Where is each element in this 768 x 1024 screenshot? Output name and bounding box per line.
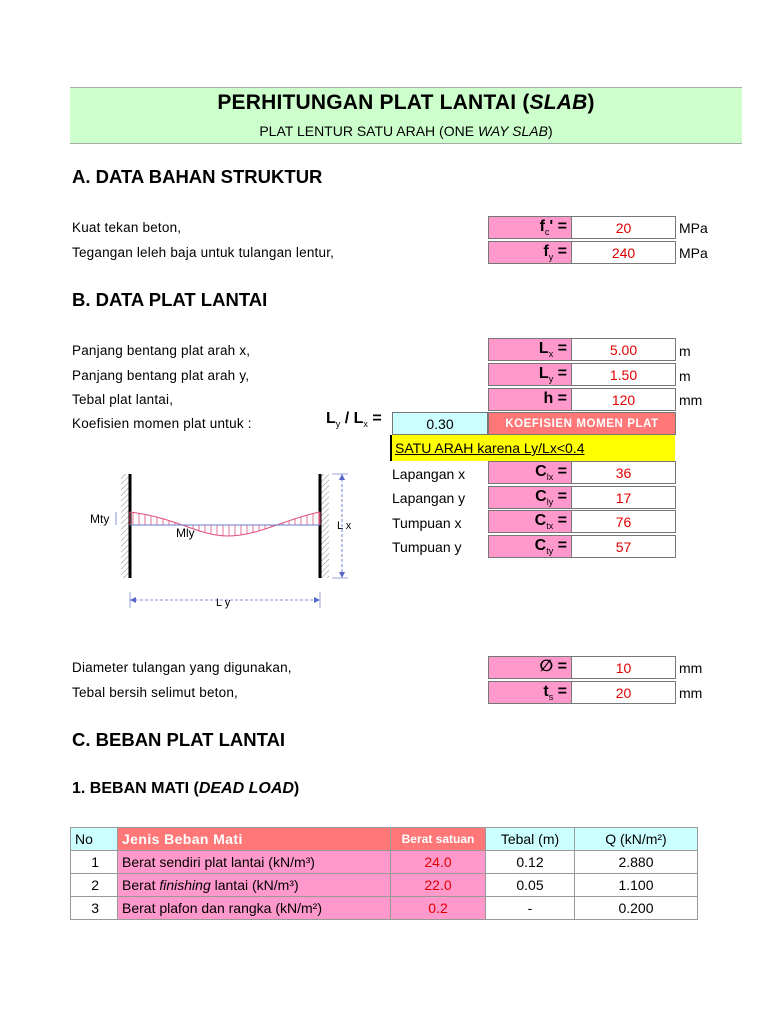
lx-unit: m xyxy=(679,343,691,359)
dead-load-table xyxy=(70,827,698,920)
col-no: No xyxy=(71,828,118,851)
lx-value[interactable]: 5.00 xyxy=(572,338,676,361)
cly-symbol: $C_{ly}$ = xyxy=(488,486,572,509)
right-support-hatch xyxy=(321,474,329,578)
clx-symbol: $C_{lx}$ = xyxy=(488,461,572,484)
ly-symbol: $L_y$ = xyxy=(488,363,572,386)
row-q: 1.100 xyxy=(575,874,698,897)
row-tebal: 0.12 xyxy=(486,851,575,874)
clx-value[interactable]: 36 xyxy=(572,461,676,484)
lx-label: Panjang bentang plat arah x, xyxy=(72,343,251,358)
row-no: 2 xyxy=(71,874,118,897)
fy-label: Tegangan leleh baja untuk tulangan lentur, xyxy=(72,245,335,260)
row-berat[interactable]: 22.0 xyxy=(391,874,486,897)
cover-symbol: $t_s$ = xyxy=(488,681,572,704)
cover-value[interactable]: 20 xyxy=(572,681,676,704)
row-q: 2.880 xyxy=(575,851,698,874)
ratio-symbol: $L_y / L_x$ = xyxy=(326,410,382,430)
col-berat: Berat satuan xyxy=(391,828,486,851)
clx-label: Lapangan x xyxy=(392,466,466,482)
fc-value[interactable]: 20 xyxy=(572,216,676,239)
ctx-label: Tumpuan x xyxy=(392,515,462,531)
satu-arah-note: SATU ARAH karena Ly/Lx<0.4 xyxy=(390,435,675,461)
section-a-title: A. DATA BAHAN STRUKTUR xyxy=(72,166,323,187)
ly-unit: m xyxy=(679,368,691,384)
koef-header: KOEFISIEN MOMEN PLAT xyxy=(488,412,676,435)
lx-dim-label: L x xyxy=(337,520,352,532)
diameter-value[interactable]: 10 xyxy=(572,656,676,679)
row-tebal: 0.05 xyxy=(486,874,575,897)
row-jenis[interactable]: Berat finishing lantai (kN/m³) xyxy=(118,874,391,897)
row-no: 1 xyxy=(71,851,118,874)
page-title: PERHITUNGAN PLAT LANTAI (SLAB) xyxy=(217,91,595,114)
section-b-title: B. DATA PLAT LANTAI xyxy=(72,289,268,310)
ly-dim-label: L y xyxy=(216,597,231,609)
row-berat[interactable]: 0.2 xyxy=(391,897,486,920)
page-subtitle: PLAT LENTUR SATU ARAH (ONE WAY SLAB) xyxy=(259,123,553,139)
ly-label: Panjang bentang plat arah y, xyxy=(72,368,250,383)
ly-value[interactable]: 1.50 xyxy=(572,363,676,386)
diameter-unit: mm xyxy=(679,660,703,676)
fc-label: Kuat tekan beton, xyxy=(72,220,182,235)
row-jenis[interactable]: Berat sendiri plat lantai (kN/m³) xyxy=(118,851,391,874)
row-no: 3 xyxy=(71,897,118,920)
ctx-value[interactable]: 76 xyxy=(572,510,676,533)
cty-value[interactable]: 57 xyxy=(572,535,676,558)
cly-label: Lapangan y xyxy=(392,490,466,506)
diameter-symbol: ∅ = xyxy=(488,656,572,679)
fc-symbol: $f_c'$ = xyxy=(488,216,572,239)
cover-label: Tebal bersih selimut beton, xyxy=(72,685,238,700)
fy-symbol: $f_y$ = xyxy=(488,241,572,264)
cty-label: Tumpuan y xyxy=(392,539,462,555)
fy-value[interactable]: 240 xyxy=(572,241,676,264)
row-jenis[interactable]: Berat plafon dan rangka (kN/m²) xyxy=(118,897,391,920)
mty-label: Mty xyxy=(90,512,110,526)
table-header-row xyxy=(71,828,698,851)
h-unit: mm xyxy=(679,392,703,408)
lx-symbol: $L_x$ = xyxy=(488,338,572,361)
table-row xyxy=(71,897,698,920)
dead-load-title: 1. BEBAN MATI (DEAD LOAD) xyxy=(72,780,300,797)
fc-unit: MPa xyxy=(679,220,708,236)
slab-moment-diagram xyxy=(88,466,368,616)
col-q: Q (kN/m²) xyxy=(575,828,698,851)
table-row xyxy=(71,874,698,897)
ratio-value[interactable]: 0.30 xyxy=(392,412,488,435)
table-row xyxy=(71,851,698,874)
section-c-title: C. BEBAN PLAT LANTAI xyxy=(72,729,286,750)
mly-label: Mly xyxy=(176,526,195,540)
row-tebal: - xyxy=(486,897,575,920)
h-symbol: h = xyxy=(488,388,572,411)
col-jenis: Jenis Beban Mati xyxy=(118,828,391,851)
fy-unit: MPa xyxy=(679,245,708,261)
col-tebal: Tebal (m) xyxy=(486,828,575,851)
ctx-symbol: $C_{tx}$ = xyxy=(488,510,572,533)
title-banner xyxy=(70,87,742,144)
row-berat[interactable]: 24.0 xyxy=(391,851,486,874)
koef-label: Koefisien momen plat untuk : xyxy=(72,416,252,431)
cover-unit: mm xyxy=(679,685,703,701)
cty-symbol: $C_{ty}$ = xyxy=(488,535,572,558)
diameter-label: Diameter tulangan yang digunakan, xyxy=(72,660,292,675)
cly-value[interactable]: 17 xyxy=(572,486,676,509)
h-value[interactable]: 120 xyxy=(572,388,676,411)
row-q: 0.200 xyxy=(575,897,698,920)
h-label: Tebal plat lantai, xyxy=(72,392,174,407)
moment-hatch xyxy=(130,512,320,536)
left-support-hatch xyxy=(121,474,129,578)
